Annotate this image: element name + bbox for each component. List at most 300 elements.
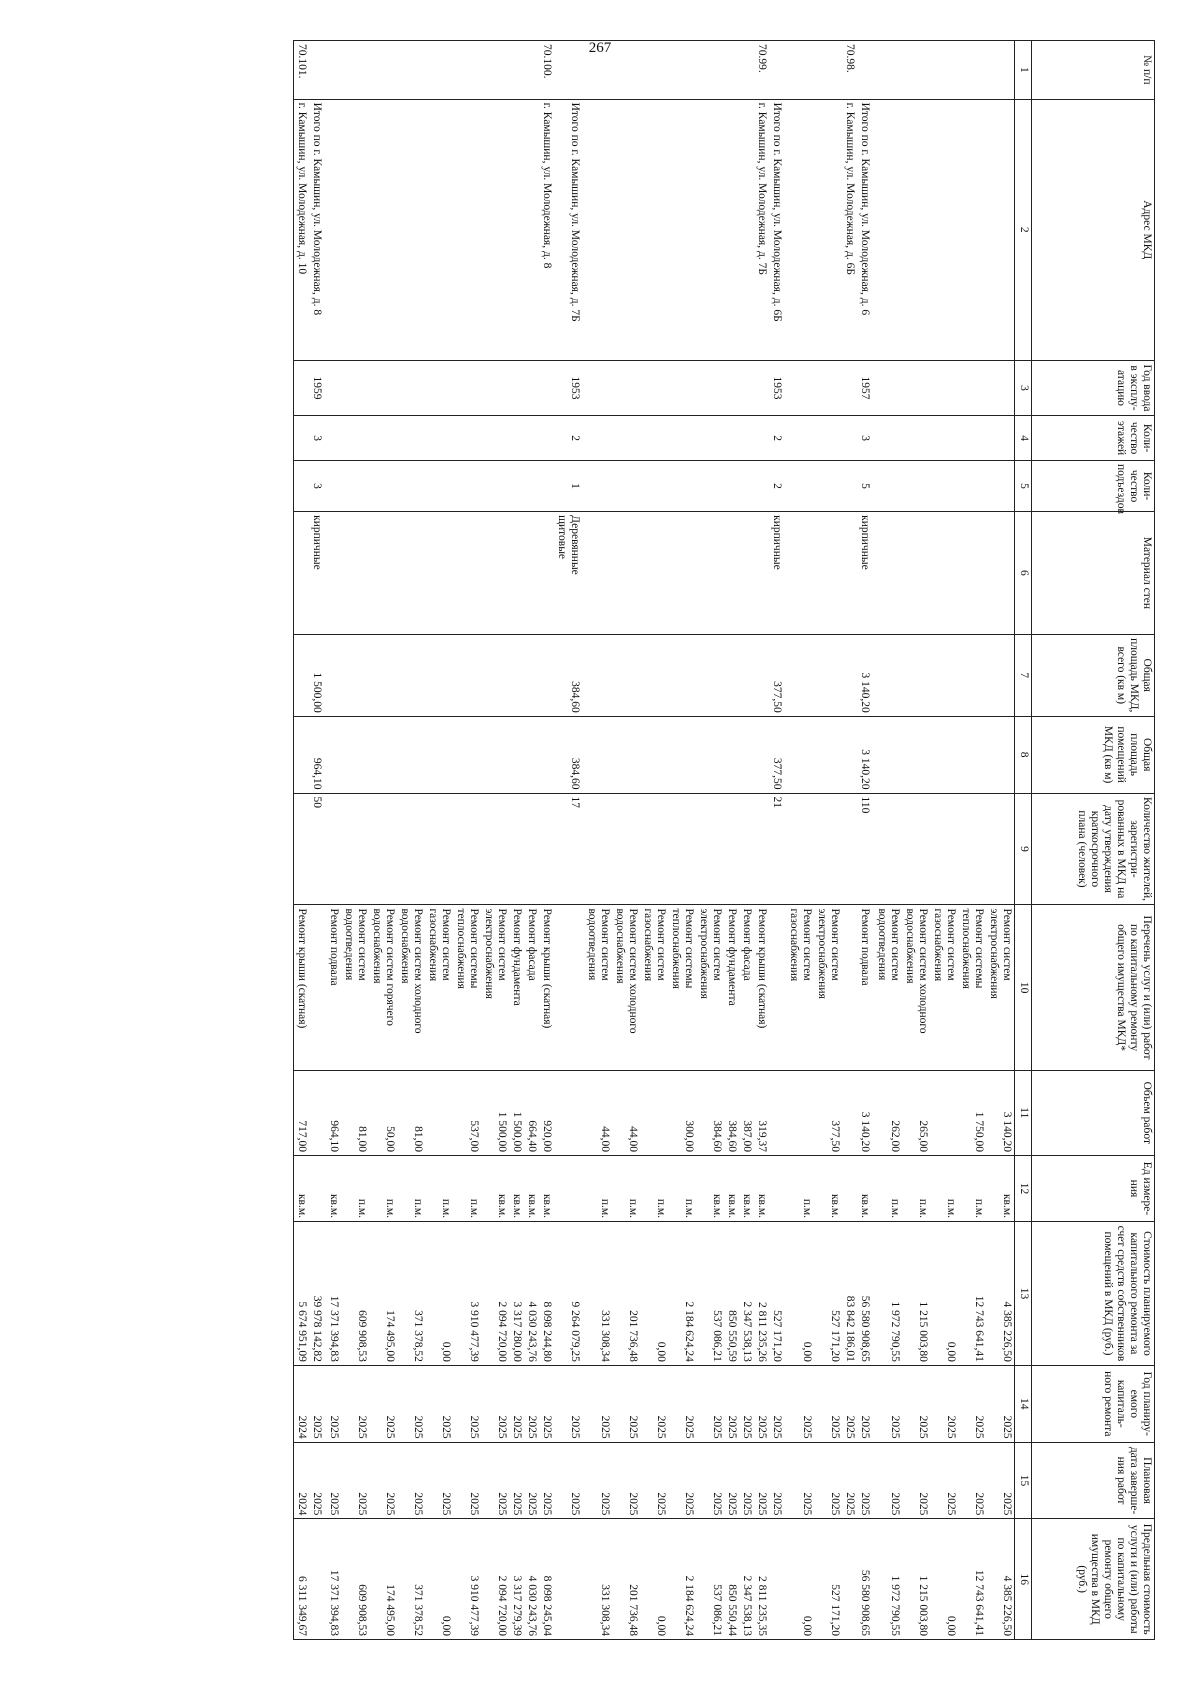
column-number: 12 (1015, 1155, 1032, 1221)
unit-cell: п.м. (640, 1155, 668, 1221)
end-date-cell: 2025 (309, 1442, 326, 1519)
limit-cost-cell: 371 378,52 (397, 1519, 425, 1640)
item-row (294, 41, 310, 1640)
floors-cell (524, 416, 539, 461)
repair-year-cell: 2025 (739, 1365, 754, 1442)
entrances-cell (786, 460, 814, 511)
floors-cell (481, 416, 509, 461)
entrances-cell (696, 460, 724, 511)
end-date-cell: 2025 (786, 1442, 814, 1519)
limit-cost-cell: 8 098 245,04 (539, 1519, 554, 1640)
work-row (814, 41, 842, 1640)
volume-cell (930, 1070, 958, 1155)
column-header: Ед измере-ния (1032, 1155, 1155, 1221)
repair-year-cell: 2025 (584, 1365, 612, 1442)
unit-cell: кв.м. (509, 1155, 524, 1221)
address-cell (341, 99, 369, 360)
year-built-cell (986, 360, 1015, 415)
volume-cell: 387,00 (739, 1070, 754, 1155)
wall-material-cell (786, 512, 814, 635)
volume-cell (425, 1070, 453, 1155)
wall-material-cell (425, 512, 453, 635)
row-number (696, 41, 724, 100)
repair-year-cell: 2025 (814, 1365, 842, 1442)
repair-year-cell: 2025 (902, 1365, 930, 1442)
cost-cell: 5 674 951,09 (294, 1222, 310, 1366)
repair-year-cell: 2025 (341, 1365, 369, 1442)
end-date-cell: 2025 (554, 1442, 584, 1519)
wall-material-cell (930, 512, 958, 635)
end-date-cell: 2025 (612, 1442, 640, 1519)
entrances-cell (539, 460, 554, 511)
floors-cell (754, 416, 769, 461)
repair-year-cell: 2025 (754, 1365, 769, 1442)
wall-material-cell (539, 512, 554, 635)
area-rooms-cell (481, 716, 509, 793)
work-type-cell: Ремонт систем холодного водоснабжения (612, 905, 640, 1070)
end-date-cell: 2025 (539, 1442, 554, 1519)
limit-cost-cell: 3 910 477,39 (453, 1519, 481, 1640)
area-rooms-cell (902, 716, 930, 793)
wall-material-cell (640, 512, 668, 635)
residents-cell (724, 793, 739, 905)
end-date-cell: 2025 (668, 1442, 696, 1519)
floors-cell (584, 416, 612, 461)
floors-cell (902, 416, 930, 461)
floors-cell (369, 416, 397, 461)
row-number (554, 41, 584, 100)
residents-cell (786, 793, 814, 905)
year-built-cell (481, 360, 509, 415)
wall-material-cell (842, 512, 857, 635)
cost-cell: 174 495,00 (369, 1222, 397, 1366)
residents-cell (814, 793, 842, 905)
residents-cell (294, 793, 310, 905)
repair-year-cell: 2025 (874, 1365, 902, 1442)
cost-cell: 2 811 235,26 (754, 1222, 769, 1366)
year-built-cell (524, 360, 539, 415)
repair-year-cell: 2025 (309, 1365, 326, 1442)
work-row (425, 41, 453, 1640)
volume-cell: 1 500,00 (509, 1070, 524, 1155)
end-date-cell: 2025 (958, 1442, 986, 1519)
unit-cell: кв.м. (857, 1155, 874, 1221)
area-total-cell (958, 634, 986, 716)
entrances-cell (842, 460, 857, 511)
limit-cost-cell: 850 550,44 (724, 1519, 739, 1640)
cost-cell: 527 171,20 (814, 1222, 842, 1366)
wall-material-cell (524, 512, 539, 635)
work-type-cell: Ремонт крыши (скатная) (754, 905, 769, 1070)
floors-cell (326, 416, 341, 461)
item-row (754, 41, 769, 1640)
limit-cost-cell: 0,00 (786, 1519, 814, 1640)
column-number: 4 (1015, 416, 1032, 461)
area-rooms-cell (539, 716, 554, 793)
end-date-cell: 2025 (754, 1442, 769, 1519)
work-row (612, 41, 640, 1640)
row-number (453, 41, 481, 100)
repair-year-cell: 2025 (397, 1365, 425, 1442)
entrances-cell (453, 460, 481, 511)
area-total-cell (369, 634, 397, 716)
address-cell: Итого по г. Камышин, ул. Молодежная, д. 6 (857, 99, 874, 360)
area-rooms-cell (341, 716, 369, 793)
cost-cell: 1 215 003,80 (902, 1222, 930, 1366)
column-number: 1 (1015, 41, 1032, 100)
area-rooms-cell: 384,60 (554, 716, 584, 793)
wall-material-cell (294, 512, 310, 635)
year-built-cell (539, 360, 554, 415)
residents-cell (986, 793, 1015, 905)
area-rooms-cell (453, 716, 481, 793)
year-built-cell (739, 360, 754, 415)
residents-cell (696, 793, 724, 905)
end-date-cell: 2025 (509, 1442, 524, 1519)
limit-cost-cell: 537 086,21 (696, 1519, 724, 1640)
floors-cell (612, 416, 640, 461)
area-total-cell: 3 140,20 (857, 634, 874, 716)
unit-cell: кв.м. (326, 1155, 341, 1221)
limit-cost-cell (769, 1519, 786, 1640)
limit-cost-cell: 4 030 243,76 (524, 1519, 539, 1640)
year-built-cell (724, 360, 739, 415)
area-total-cell (326, 634, 341, 716)
floors-cell (668, 416, 696, 461)
column-number: 15 (1015, 1442, 1032, 1519)
unit-cell: п.м. (397, 1155, 425, 1221)
limit-cost-cell: 0,00 (640, 1519, 668, 1640)
work-row (326, 41, 341, 1640)
wall-material-cell (326, 512, 341, 635)
column-header: Предельная стоимость услуги и (или) работы по капитальному ремонту общего имущества в МКД (руб.) (1032, 1519, 1155, 1640)
area-rooms-cell (524, 716, 539, 793)
year-built-cell (369, 360, 397, 415)
residents-cell (425, 793, 453, 905)
work-row (958, 41, 986, 1640)
entrances-cell (640, 460, 668, 511)
repair-year-cell: 2025 (369, 1365, 397, 1442)
total-row (554, 41, 584, 1640)
residents-cell (524, 793, 539, 905)
entrances-cell (509, 460, 524, 511)
work-row (786, 41, 814, 1640)
entrances-cell (958, 460, 986, 511)
work-type-cell: Ремонт подвала (857, 905, 874, 1070)
limit-cost-cell: 1 215 003,80 (902, 1519, 930, 1640)
area-rooms-cell: 3 140,20 (857, 716, 874, 793)
area-total-cell (425, 634, 453, 716)
end-date-cell: 2025 (524, 1442, 539, 1519)
row-number (739, 41, 754, 100)
floors-cell (539, 416, 554, 461)
unit-cell: кв.м. (724, 1155, 739, 1221)
work-type-cell (554, 905, 584, 1070)
row-number (958, 41, 986, 100)
repair-year-cell: 2025 (453, 1365, 481, 1442)
row-number (612, 41, 640, 100)
area-rooms-cell (739, 716, 754, 793)
unit-cell: кв.м. (739, 1155, 754, 1221)
row-number: 70.100. (539, 41, 554, 100)
volume-cell: 377,50 (814, 1070, 842, 1155)
row-number: 70.98. (842, 41, 857, 100)
end-date-cell: 2024 (294, 1442, 310, 1519)
unit-cell: п.м. (341, 1155, 369, 1221)
area-total-cell (341, 634, 369, 716)
floors-cell (509, 416, 524, 461)
repair-year-cell: 2025 (326, 1365, 341, 1442)
repair-year-cell: 2025 (524, 1365, 539, 1442)
area-total-cell (668, 634, 696, 716)
residents-cell (958, 793, 986, 905)
address-cell (739, 99, 754, 360)
area-rooms-cell (986, 716, 1015, 793)
work-row (902, 41, 930, 1640)
repair-year-cell: 2025 (539, 1365, 554, 1442)
entrances-cell (814, 460, 842, 511)
unit-cell (769, 1155, 786, 1221)
column-header: Год планиру-емого капиталь-ного ремонта (1032, 1365, 1155, 1442)
year-built-cell (397, 360, 425, 415)
residents-cell: 110 (857, 793, 874, 905)
cost-cell: 4 030 243,76 (524, 1222, 539, 1366)
entrances-cell (754, 460, 769, 511)
page-number: 267 (588, 40, 612, 56)
unit-cell: кв.м. (814, 1155, 842, 1221)
work-row (739, 41, 754, 1640)
cost-cell: 850 550,59 (724, 1222, 739, 1366)
limit-cost-cell: 3 317 279,39 (509, 1519, 524, 1640)
entrances-cell (874, 460, 902, 511)
column-number: 11 (1015, 1070, 1032, 1155)
work-type-cell: Ремонт систем холодного водоснабжения (902, 905, 930, 1070)
area-total-cell (986, 634, 1015, 716)
residents-cell (668, 793, 696, 905)
row-number (326, 41, 341, 100)
residents-cell (612, 793, 640, 905)
cost-cell: 2 094 720,00 (481, 1222, 509, 1366)
item-row (539, 41, 554, 1640)
area-rooms-cell (930, 716, 958, 793)
volume-cell: 81,00 (397, 1070, 425, 1155)
area-total-cell (584, 634, 612, 716)
column-header: Стоимость планируемого капитального ремонта за счет средств собственников помещений в МКД (руб.) (1032, 1222, 1155, 1366)
volume-cell: 44,00 (612, 1070, 640, 1155)
end-date-cell: 2025 (481, 1442, 509, 1519)
wall-material-cell (724, 512, 739, 635)
volume-cell (554, 1070, 584, 1155)
area-rooms-cell (814, 716, 842, 793)
limit-cost-cell: 201 736,48 (612, 1519, 640, 1640)
area-total-cell: 384,60 (554, 634, 584, 716)
year-built-cell (294, 360, 310, 415)
unit-cell: п.м. (668, 1155, 696, 1221)
work-type-cell: Ремонт фундамента (509, 905, 524, 1070)
year-built-cell (874, 360, 902, 415)
wall-material-cell (874, 512, 902, 635)
column-header: № п/п (1032, 41, 1155, 100)
cost-cell: 12 743 641,41 (958, 1222, 986, 1366)
entrances-cell: 5 (857, 460, 874, 511)
cost-cell: 83 842 186,01 (842, 1222, 857, 1366)
cost-cell: 2 184 624,24 (668, 1222, 696, 1366)
floors-cell (453, 416, 481, 461)
address-cell (724, 99, 739, 360)
area-total-cell (786, 634, 814, 716)
column-header: Плановая дата заверше-ния работ (1032, 1442, 1155, 1519)
volume-cell: 262,00 (874, 1070, 902, 1155)
address-cell (481, 99, 509, 360)
end-date-cell: 2025 (724, 1442, 739, 1519)
wall-material-cell: кирпичные (309, 512, 326, 635)
wall-material-cell: кирпичные (857, 512, 874, 635)
residents-cell (369, 793, 397, 905)
cost-cell: 331 308,34 (584, 1222, 612, 1366)
wall-material-cell (754, 512, 769, 635)
floors-cell (640, 416, 668, 461)
repair-year-cell: 2025 (481, 1365, 509, 1442)
unit-cell: п.м. (874, 1155, 902, 1221)
unit-cell: п.м. (453, 1155, 481, 1221)
limit-cost-cell: 0,00 (930, 1519, 958, 1640)
floors-cell (397, 416, 425, 461)
entrances-cell (668, 460, 696, 511)
work-row (668, 41, 696, 1640)
cost-cell: 0,00 (425, 1222, 453, 1366)
row-number (930, 41, 958, 100)
address-cell (584, 99, 612, 360)
unit-cell (554, 1155, 584, 1221)
limit-cost-cell: 2 811 235,35 (754, 1519, 769, 1640)
area-rooms-cell (326, 716, 341, 793)
residents-cell: 21 (769, 793, 786, 905)
cost-cell: 537 086,21 (696, 1222, 724, 1366)
limit-cost-cell: 56 580 908,65 (857, 1519, 874, 1640)
limit-cost-cell: 609 908,53 (341, 1519, 369, 1640)
work-type-cell: Ремонт систем газоснабжения (425, 905, 453, 1070)
entrances-cell (612, 460, 640, 511)
cost-cell: 9 264 079,25 (554, 1222, 584, 1366)
address-cell: г. Камышин, ул. Молодежная, д. 6Б (842, 99, 857, 360)
volume-cell: 300,00 (668, 1070, 696, 1155)
area-total-cell (524, 634, 539, 716)
work-row (930, 41, 958, 1640)
repair-year-cell: 2025 (509, 1365, 524, 1442)
address-cell (453, 99, 481, 360)
cost-cell: 4 385 226,50 (986, 1222, 1015, 1366)
floors-cell (341, 416, 369, 461)
limit-cost-cell: 12 743 641,41 (958, 1519, 986, 1640)
work-type-cell: Ремонт фасада (524, 905, 539, 1070)
year-built-cell (754, 360, 769, 415)
floors-cell (842, 416, 857, 461)
limit-cost-cell: 527 171,20 (814, 1519, 842, 1640)
floors-cell (986, 416, 1015, 461)
residents-cell: 50 (309, 793, 326, 905)
floors-cell: 2 (769, 416, 786, 461)
column-number: 16 (1015, 1519, 1032, 1640)
area-rooms-cell (874, 716, 902, 793)
end-date-cell: 2025 (902, 1442, 930, 1519)
wall-material-cell (739, 512, 754, 635)
wall-material-cell (453, 512, 481, 635)
total-row (309, 41, 326, 1640)
volume-cell: 920,00 (539, 1070, 554, 1155)
area-rooms-cell (640, 716, 668, 793)
wall-material-cell (612, 512, 640, 635)
address-cell (930, 99, 958, 360)
unit-cell: кв.м. (524, 1155, 539, 1221)
volume-cell (309, 1070, 326, 1155)
row-number (640, 41, 668, 100)
year-built-cell: 1957 (857, 360, 874, 415)
work-type-cell: Ремонт систем электроснабжения (814, 905, 842, 1070)
floors-cell (814, 416, 842, 461)
column-header: Перечень услуг и (или) работ по капитальному ремонту общего имущества МКД* (1032, 905, 1155, 1070)
area-total-cell (397, 634, 425, 716)
limit-cost-cell: 17 371 394,83 (326, 1519, 341, 1640)
cost-cell: 56 580 908,65 (857, 1222, 874, 1366)
row-number (902, 41, 930, 100)
cost-cell: 39 978 142,82 (309, 1222, 326, 1366)
area-rooms-cell (584, 716, 612, 793)
address-cell (524, 99, 539, 360)
address-cell: Итого по г. Камышин, ул. Молодежная, д. 8 (309, 99, 326, 360)
row-number (874, 41, 902, 100)
work-type-cell: Ремонт подвала (326, 905, 341, 1070)
area-rooms-cell: 377,50 (769, 716, 786, 793)
row-number (786, 41, 814, 100)
work-type-cell: Ремонт системы теплоснабжения (453, 905, 481, 1070)
address-cell (786, 99, 814, 360)
entrances-cell (986, 460, 1015, 511)
end-date-cell: 2025 (986, 1442, 1015, 1519)
work-row (369, 41, 397, 1640)
work-type-cell: Ремонт систем газоснабжения (640, 905, 668, 1070)
end-date-cell: 2025 (369, 1442, 397, 1519)
residents-cell (397, 793, 425, 905)
work-type-cell: Ремонт крыши (скатная) (294, 905, 310, 1070)
end-date-cell: 2025 (696, 1442, 724, 1519)
entrances-cell (481, 460, 509, 511)
residents-cell (874, 793, 902, 905)
address-cell (425, 99, 453, 360)
work-row (341, 41, 369, 1640)
row-number (397, 41, 425, 100)
row-number (814, 41, 842, 100)
column-number: 14 (1015, 1365, 1032, 1442)
wall-material-cell (584, 512, 612, 635)
volume-cell: 1 750,00 (958, 1070, 986, 1155)
end-date-cell: 2025 (874, 1442, 902, 1519)
year-built-cell (842, 360, 857, 415)
cost-cell: 0,00 (930, 1222, 958, 1366)
year-built-cell: 1959 (309, 360, 326, 415)
rotated-table-wrapper (60, 40, 1155, 1640)
volume-cell: 319,37 (754, 1070, 769, 1155)
area-total-cell (902, 634, 930, 716)
year-built-cell (814, 360, 842, 415)
end-date-cell: 2025 (857, 1442, 874, 1519)
address-cell: г. Камышин, ул. Молодежная, д. 8 (539, 99, 554, 360)
wall-material-cell (369, 512, 397, 635)
area-total-cell (481, 634, 509, 716)
wall-material-cell (397, 512, 425, 635)
column-header: Общая площадь помещений МКД (кв м) (1032, 716, 1155, 793)
work-row (724, 41, 739, 1640)
row-number (369, 41, 397, 100)
